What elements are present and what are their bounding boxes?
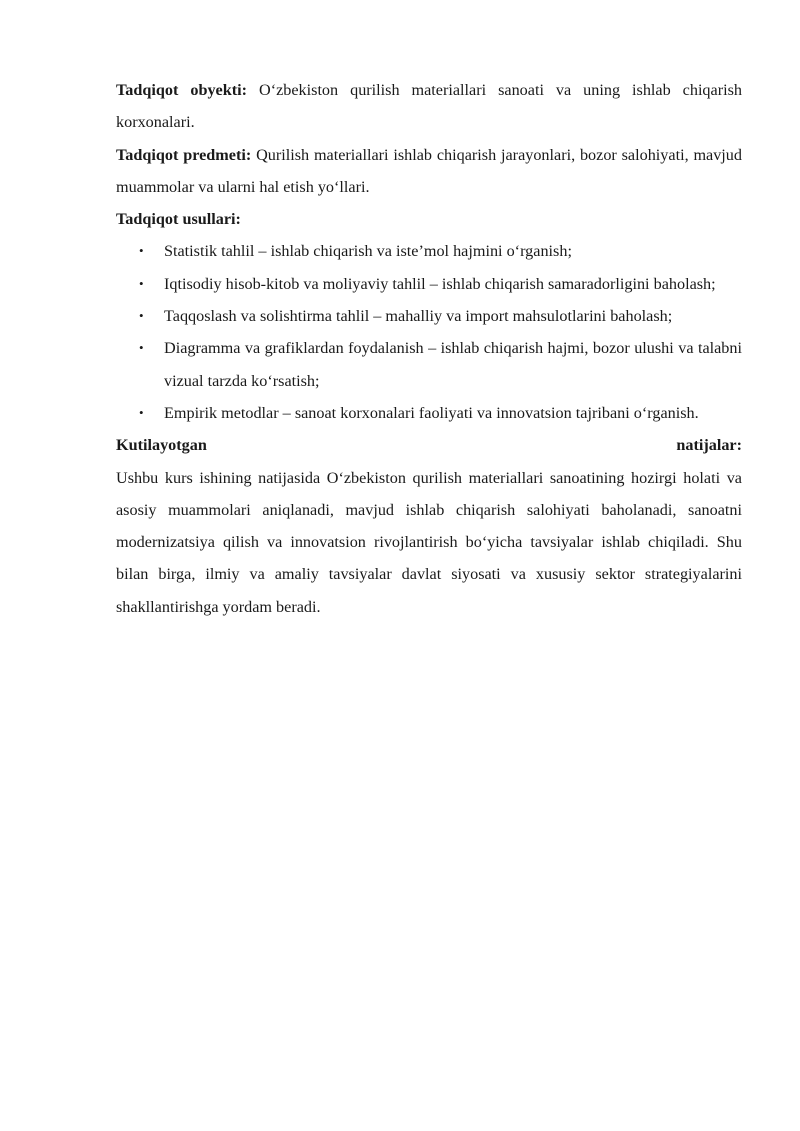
- bullet-icon: •: [139, 275, 144, 291]
- list-item-text: Taqqoslash va solishtirma tahlil – mahalliy va import mahsulotlarini baholash;: [164, 307, 673, 326]
- document-page: [116, 74, 742, 623]
- list-item-text: Empirik metodlar – sanoat korxonalari faoliyati va innovatsion tajribani o‘rganish.: [164, 403, 699, 422]
- research-object-paragraph: [116, 74, 742, 139]
- research-subject-text: Qurilish materiallari ishlab chiqarish jarayonlari, bozor salohiyati, mavjud muammolar va ularni hal etish yo‘llari.: [116, 145, 742, 196]
- research-methods-list: [116, 235, 742, 429]
- research-object-text: O‘zbekiston qurilish materiallari sanoati va uning ishlab chiqarish korxonalari.: [116, 81, 742, 132]
- bullet-icon: •: [139, 308, 144, 324]
- research-methods-heading: Tadqiqot usullari:: [116, 210, 241, 229]
- list-item: [116, 268, 742, 300]
- bullet-icon: •: [139, 340, 144, 356]
- expected-results-heading-right: natijalar:: [676, 436, 742, 455]
- research-subject-label: Tadqiqot predmeti:: [116, 145, 252, 164]
- list-item: [116, 332, 742, 397]
- research-subject-paragraph: [116, 139, 742, 204]
- list-item: [116, 397, 742, 429]
- bullet-icon: •: [139, 243, 144, 259]
- bullet-icon: •: [139, 404, 144, 420]
- list-item-text: Statistik tahlil – ishlab chiqarish va iste’mol hajmini o‘rganish;: [164, 242, 572, 261]
- research-object-label: Tadqiqot obyekti:: [116, 81, 248, 99]
- expected-results-heading: [116, 429, 742, 461]
- expected-results-heading-left: Kutilayotgan: [116, 436, 207, 455]
- list-item: [116, 300, 742, 332]
- expected-results-paragraph: Ushbu kurs ishining natijasida O‘zbekiston qurilish materiallari sanoatining hozirgi holati va asosiy muammolari aniqlanadi, mavjud ishlab chiqarish salohiyati baholanadi, sanoatni modernizatsiya qilish va innovatsion rivojlantirish bo‘yicha tavsiyalar ishlab chiqiladi. Shu bilan birga, ilmiy va amaliy tavsiyalar davlat siyosati va xususiy sektor strategiyalarini shakllantirishga yordam beradi.: [116, 468, 742, 616]
- list-item-text: Iqtisodiy hisob-kitob va moliyaviy tahlil – ishlab chiqarish samaradorligini baholash;: [164, 274, 716, 293]
- list-item-text: Diagramma va grafiklardan foydalanish – ishlab chiqarish hajmi, bozor ulushi va talabni vizual tarzda ko‘rsatish;: [164, 339, 742, 390]
- list-item: [116, 235, 742, 267]
